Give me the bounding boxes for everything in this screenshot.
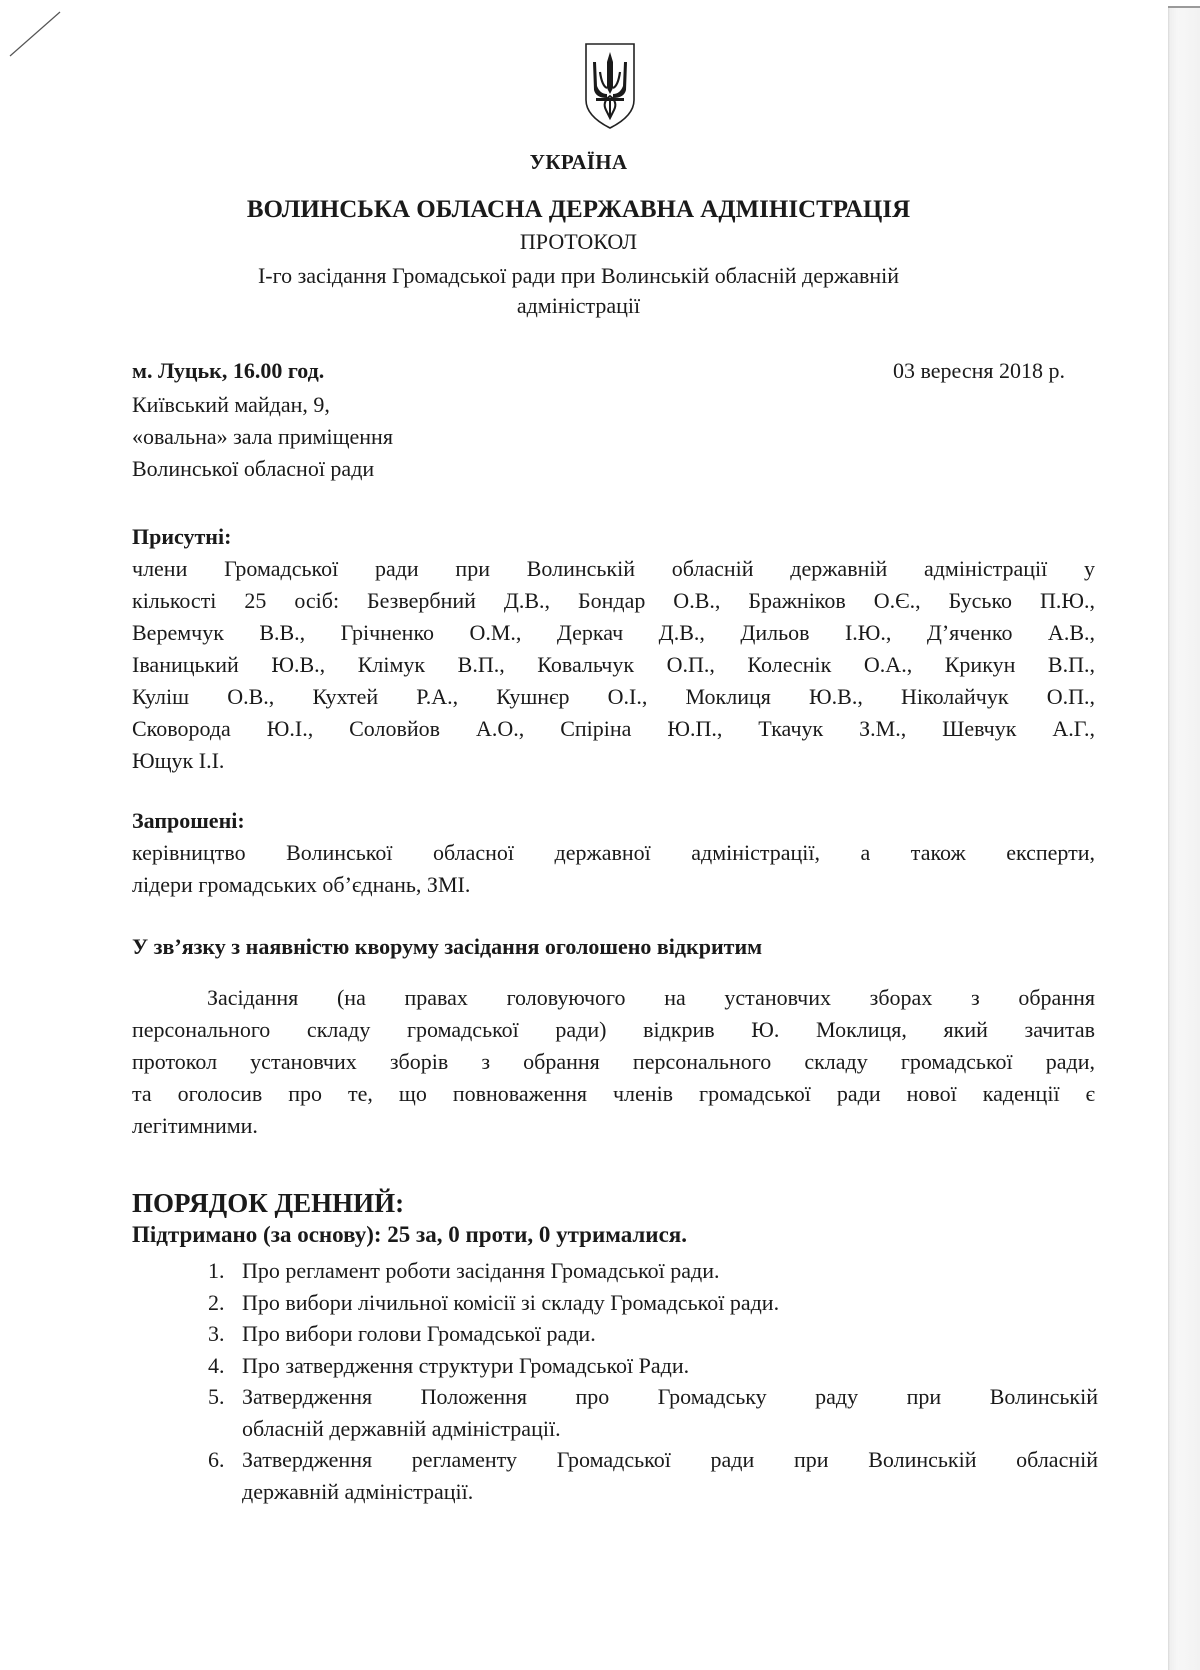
paragraph-line: Веремчук В.В., Грічненко О.М., Деркач Д.В., Дильов І.Ю., Д’яченко А.В., <box>132 620 1095 645</box>
document-date: 03 вересня 2018 р. <box>893 358 1065 383</box>
address-line: «овальна» зала приміщення <box>132 424 393 449</box>
invited-heading: Запрошені: <box>132 808 245 833</box>
agenda-item-number: 1. <box>208 1258 225 1283</box>
paragraph-line: Іваницький Ю.В., Клімук В.П., Ковальчук О.П., Колеснік О.А., Крикун В.П., <box>132 652 1095 677</box>
agenda-item <box>208 1350 1098 1382</box>
agenda-item <box>208 1287 1098 1319</box>
paragraph-line: Засідання (на правах головуючого на установчих зборах з обрання <box>207 985 1095 1010</box>
agenda-item-text: Затвердження регламенту Громадської ради при Волинській обласній <box>242 1447 1098 1472</box>
agenda-item-text: Затвердження Положення про Громадську раду при Волинській <box>242 1384 1098 1409</box>
paragraph-line: Сковорода Ю.І., Соловйов А.О., Спіріна Ю.П., Ткачук З.М., Шевчук А.Г., <box>132 716 1095 741</box>
agenda-item <box>208 1318 1098 1350</box>
pen-stroke-mark <box>4 8 64 58</box>
agenda-item-text: Про регламент роботи засідання Громадської ради. <box>242 1258 720 1283</box>
document-type: ПРОТОКОЛ <box>519 229 638 254</box>
address-line: Волинської обласної ради <box>132 456 375 481</box>
agenda-item-number: 5. <box>208 1384 225 1409</box>
agenda-item <box>208 1381 1098 1444</box>
country-heading: УКРАЇНА <box>529 150 628 174</box>
agenda-item-text: Про вибори голови Громадської ради. <box>242 1321 596 1346</box>
paragraph-line: керівництво Волинської обласної державної адміністрації, а також експерти, <box>132 840 1095 865</box>
opening-heading: У зв’язку з наявністю кворуму засідання оголошено відкритим <box>132 934 763 959</box>
agenda-item-text: державній адміністрації. <box>242 1478 474 1504</box>
paragraph-line: протокол установчих зборів з обрання персонального складу громадської ради, <box>132 1049 1095 1074</box>
agenda-list <box>208 1255 1098 1507</box>
adjacent-page-edge <box>1168 8 1200 1670</box>
agenda-item <box>208 1444 1098 1507</box>
agenda-item-number: 3. <box>208 1321 225 1346</box>
place-time: м. Луцьк, 16.00 год. <box>132 358 325 383</box>
document-subtitle-line2: адміністрації <box>516 293 641 318</box>
paragraph-line: кількості 25 осіб: Безвербний Д.В., Бондар О.В., Бражніков О.Є., Бусько П.Ю., <box>132 588 1095 613</box>
agenda-item-text: обласній державній адміністрації. <box>242 1415 561 1441</box>
address-line: Київський майдан, 9, <box>132 392 330 417</box>
trident-coat-of-arms-icon <box>580 38 640 130</box>
agenda-title: ПОРЯДОК ДЕННИЙ: <box>132 1188 405 1218</box>
paragraph-line: лідери громадських об’єднань, ЗМІ. <box>132 872 471 897</box>
paragraph-line: члени Громадської ради при Волинській обласній державній адміністрації у <box>132 556 1095 581</box>
agenda-vote-result: Підтримано (за основу): 25 за, 0 проти, 0 утрималися. <box>132 1222 687 1247</box>
opening-paragraph <box>132 982 1095 1142</box>
agenda-item <box>208 1255 1098 1287</box>
paragraph-line: Куліш О.В., Кухтей Р.А., Кушнєр О.І., Моклиця Ю.В., Ніколайчук О.П., <box>132 684 1095 709</box>
paragraph-line: персонального складу громадської ради) відкрив Ю. Моклиця, який зачитав <box>132 1017 1095 1042</box>
agenda-item-text: Про вибори лічильної комісії зі складу Громадської ради. <box>242 1289 780 1315</box>
paragraph-line: Ющук І.І. <box>132 748 225 773</box>
agenda-item-number: 6. <box>208 1447 225 1472</box>
invited-paragraph <box>132 837 1095 901</box>
paragraph-line: легітимними. <box>132 1113 258 1138</box>
agenda-item-number: 2. <box>208 1289 225 1315</box>
document-subtitle-line1: І-го засідання Громадської ради при Волинській обласній державній <box>257 263 900 288</box>
present-members-paragraph <box>132 553 1095 777</box>
paragraph-line: та оголосив про те, що повноваження членів громадської ради нової каденції є <box>132 1081 1095 1106</box>
organization-heading: ВОЛИНСЬКА ОБЛАСНА ДЕРЖАВНА АДМІНІСТРАЦІЯ <box>246 196 911 223</box>
present-heading: Присутні: <box>132 524 232 549</box>
agenda-item-text: Про затвердження структури Громадської Ради. <box>242 1352 690 1378</box>
agenda-item-number: 4. <box>208 1352 225 1378</box>
